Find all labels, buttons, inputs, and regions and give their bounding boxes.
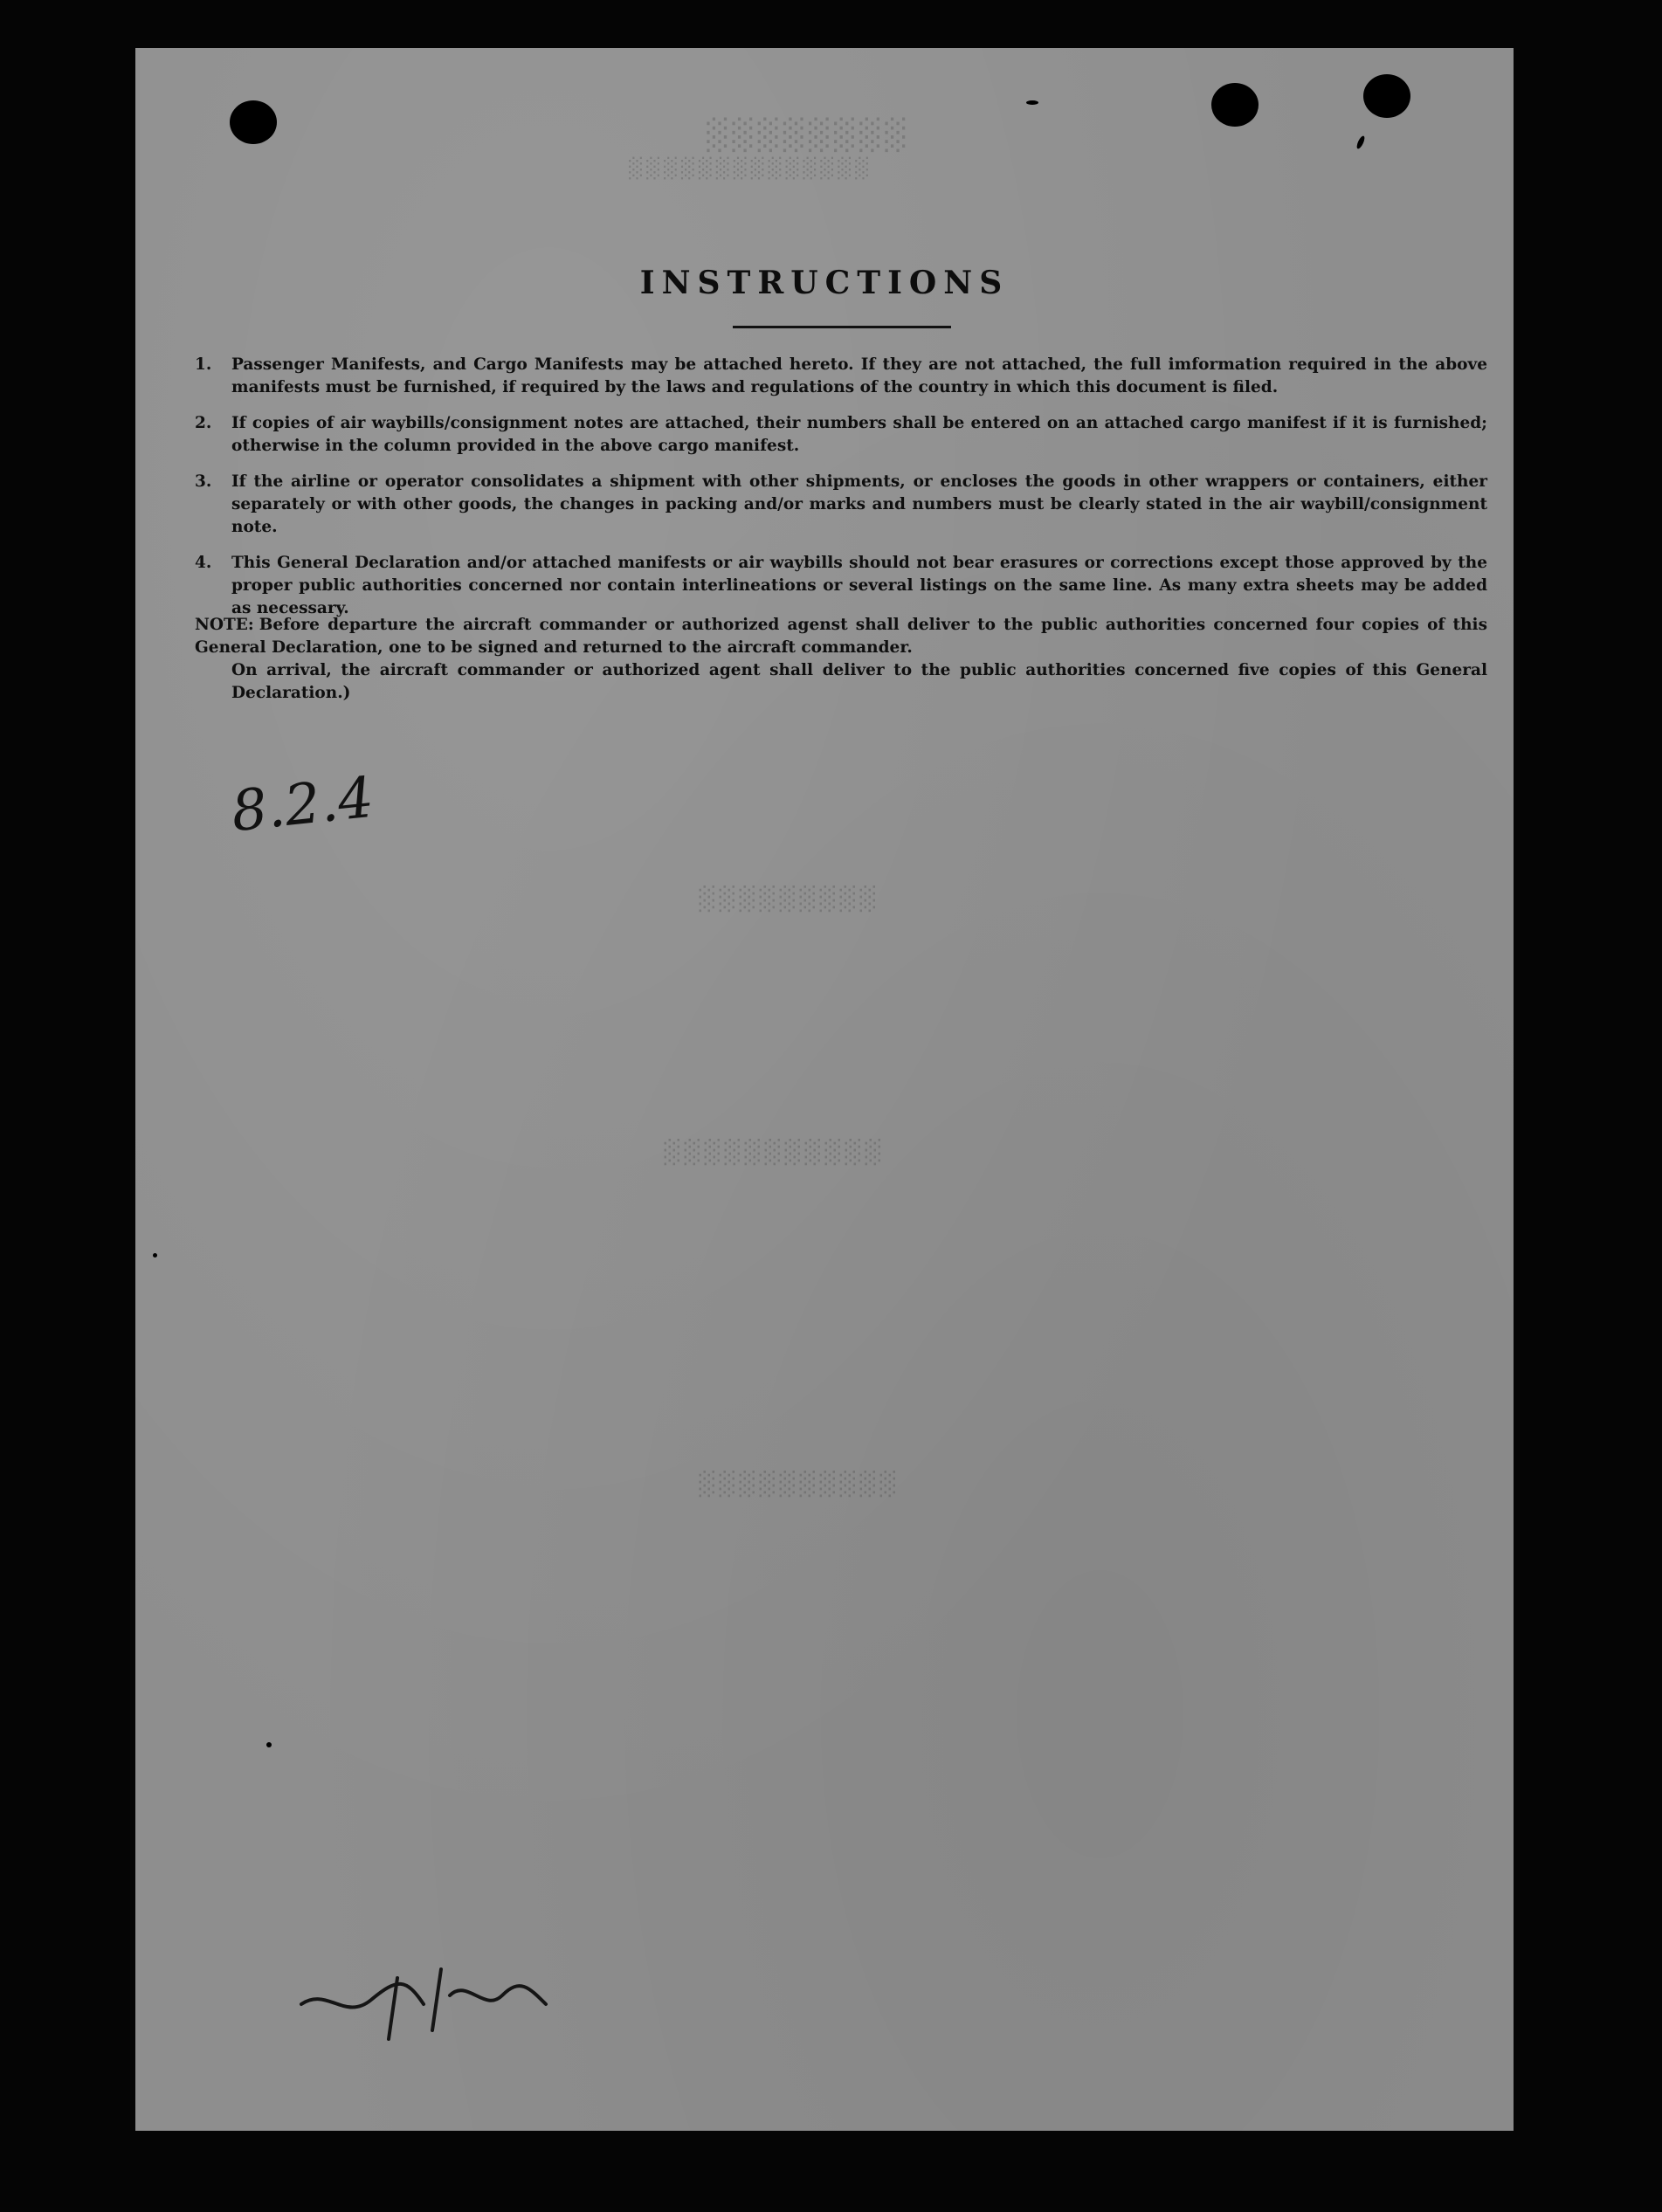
instruction-text: If the airline or operator consolidates a shipment with other shipments, or encloses the goods in other wrappers or containers, either separately or with other goods, the changes in packing and/or marks and numbers must be clearly stated in the air waybill/consignment note. [231, 472, 1487, 536]
punch-hole-right-2 [1363, 74, 1410, 118]
bleed-through-crew-heading: ░░░░░░░░░ [694, 886, 875, 913]
note-block [195, 614, 1487, 705]
scan-speck [1355, 134, 1366, 149]
instruction-text: If copies of air waybills/consignment notes are attached, their numbers shall be entered on an attached cargo manifest if it is furnished; otherwise in the column provided in the above cargo manifest. [231, 414, 1487, 455]
punch-hole-left [230, 100, 277, 144]
instruction-number: 1. [195, 355, 212, 374]
note-arrival: On arrival, the aircraft commander or authorized agent shall deliver to the public authorities concerned five copies of this General Declaration.) [231, 661, 1487, 702]
scan-speck [266, 1742, 272, 1747]
note-label: NOTE: [195, 616, 254, 634]
bleed-through-cargo-heading: ░░░░░░░░░░ [694, 1471, 895, 1498]
instruction-number: 3. [195, 472, 212, 491]
instruction-item [195, 354, 1487, 399]
scan-speck [1026, 100, 1038, 105]
note-departure-text: Before departure the aircraft commander or authorized agenst shall deliver to the public authorities concerned four copies of this General Declaration, one to be signed and returned to the aircraft commander. [195, 616, 1487, 657]
instruction-item [195, 471, 1487, 539]
instructions-list [195, 354, 1487, 633]
scan-speck [153, 1253, 157, 1258]
page-title: INSTRUCTIONS [639, 265, 1010, 301]
bleed-through-subheading: ░░░░░░░░░░░░░░ [624, 157, 868, 180]
instruction-number: 2. [195, 414, 212, 432]
handwritten-signature [293, 1952, 555, 2048]
handwritten-number: 8.2.4 [228, 765, 377, 845]
bleed-through-heading: ░░░░░░░░ [701, 118, 906, 153]
instruction-item [195, 552, 1487, 620]
instruction-text: Passenger Manifests, and Cargo Manifests may be attached hereto. If they are not attached, the full imformation required in the above manifests must be furnished, if required by the laws and regulations of the country in which this document is filed. [231, 355, 1487, 396]
note-departure [195, 614, 1487, 659]
instruction-item [195, 412, 1487, 458]
punch-hole-right-1 [1211, 83, 1259, 127]
instruction-number: 4. [195, 554, 212, 572]
instruction-text: This General Declaration and/or attached manifests or air waybills should not bear erasures or corrections except those approved by the proper public authorities concerned nor contain interlineations or several listings on the same line. As many extra sheets may be added as necessary. [231, 554, 1487, 617]
bleed-through-passenger-heading: ░░░░░░░░░░░ [659, 1140, 880, 1166]
title-underline [733, 326, 951, 328]
paper-sheet [135, 48, 1514, 2131]
